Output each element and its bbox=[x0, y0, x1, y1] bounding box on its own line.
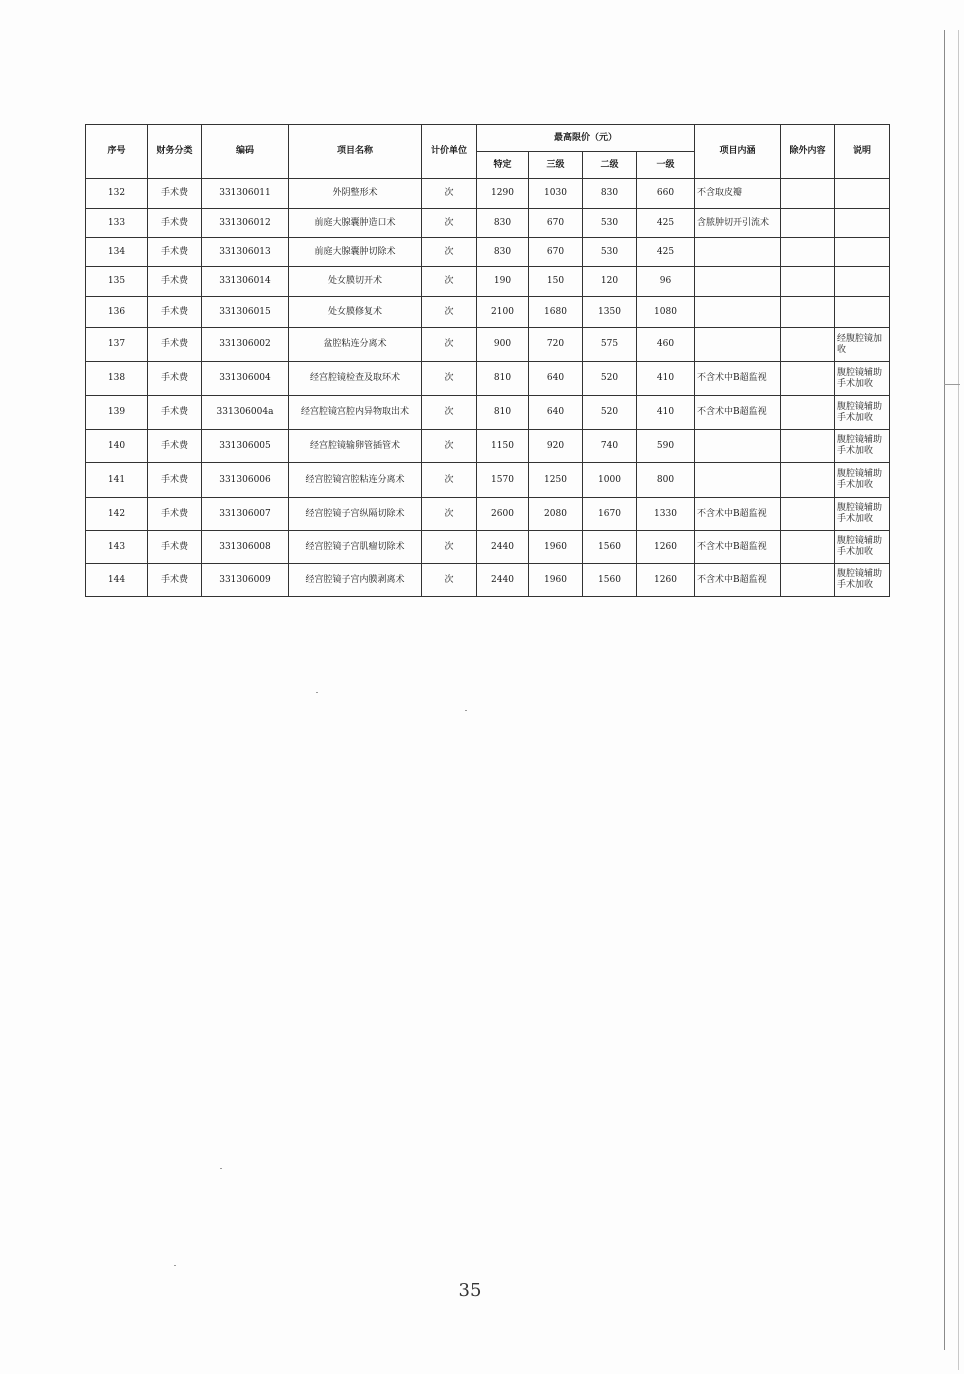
cell-category: 手术费 bbox=[148, 463, 202, 498]
cell-name: 经宫腔镜检查及取环术 bbox=[289, 362, 422, 396]
cell-name: 经宫腔镜宫腔粘连分离术 bbox=[289, 463, 422, 498]
table-row bbox=[86, 238, 890, 267]
cell-level2: 1670 bbox=[583, 498, 637, 531]
cell-level1: 1260 bbox=[637, 564, 695, 597]
cell-note bbox=[835, 267, 890, 297]
cell-level3: 720 bbox=[529, 328, 583, 362]
table-row bbox=[86, 328, 890, 362]
cell-name: 处女膜切开术 bbox=[289, 267, 422, 297]
cell-seq: 142 bbox=[86, 498, 148, 531]
cell-special: 2600 bbox=[477, 498, 529, 531]
cell-code: 331306013 bbox=[202, 238, 289, 267]
cell-level1: 410 bbox=[637, 396, 695, 430]
scan-speck bbox=[174, 1265, 176, 1266]
cell-name: 经宫腔镜宫腔内异物取出术 bbox=[289, 396, 422, 430]
cell-seq: 136 bbox=[86, 297, 148, 328]
cell-unit: 次 bbox=[422, 463, 477, 498]
cell-note: 腹腔镜辅助手术加收 bbox=[835, 362, 890, 396]
cell-level2: 120 bbox=[583, 267, 637, 297]
cell-exclusion bbox=[781, 209, 835, 238]
cell-exclusion bbox=[781, 297, 835, 328]
cell-category: 手术费 bbox=[148, 267, 202, 297]
cell-content bbox=[695, 430, 781, 463]
cell-seq: 144 bbox=[86, 564, 148, 597]
header-exclusion: 除外内容 bbox=[781, 125, 835, 179]
cell-level2: 1350 bbox=[583, 297, 637, 328]
cell-exclusion bbox=[781, 430, 835, 463]
header-max-price: 最高限价（元） bbox=[477, 125, 695, 152]
cell-content: 不含取皮瓣 bbox=[695, 179, 781, 209]
cell-level3: 1960 bbox=[529, 531, 583, 564]
cell-seq: 140 bbox=[86, 430, 148, 463]
table-row bbox=[86, 179, 890, 209]
cell-special: 900 bbox=[477, 328, 529, 362]
cell-level3: 1250 bbox=[529, 463, 583, 498]
header-name: 项目名称 bbox=[289, 125, 422, 179]
cell-level3: 920 bbox=[529, 430, 583, 463]
cell-note: 腹腔镜辅助手术加收 bbox=[835, 564, 890, 597]
header-note: 说明 bbox=[835, 125, 890, 179]
cell-exclusion bbox=[781, 564, 835, 597]
table-row bbox=[86, 396, 890, 430]
cell-content bbox=[695, 238, 781, 267]
cell-level1: 660 bbox=[637, 179, 695, 209]
cell-name: 前庭大腺囊肿造口术 bbox=[289, 209, 422, 238]
cell-content: 含脓肿切开引流术 bbox=[695, 209, 781, 238]
cell-content bbox=[695, 463, 781, 498]
table-body bbox=[86, 179, 890, 597]
cell-name: 处女膜修复术 bbox=[289, 297, 422, 328]
cell-unit: 次 bbox=[422, 238, 477, 267]
cell-category: 手术费 bbox=[148, 179, 202, 209]
cell-level1: 1330 bbox=[637, 498, 695, 531]
cell-special: 2100 bbox=[477, 297, 529, 328]
cell-special: 190 bbox=[477, 267, 529, 297]
cell-content bbox=[695, 297, 781, 328]
header-code: 编码 bbox=[202, 125, 289, 179]
cell-level3: 670 bbox=[529, 238, 583, 267]
cell-level2: 520 bbox=[583, 396, 637, 430]
cell-category: 手术费 bbox=[148, 531, 202, 564]
cell-name: 经宫腔镜子宫纵隔切除术 bbox=[289, 498, 422, 531]
cell-special: 1290 bbox=[477, 179, 529, 209]
page-number: 35 bbox=[458, 1280, 482, 1301]
scan-edge-mark bbox=[944, 384, 960, 385]
header-level1: 一级 bbox=[637, 152, 695, 179]
table-row bbox=[86, 531, 890, 564]
cell-seq: 133 bbox=[86, 209, 148, 238]
cell-content: 不含术中B超监视 bbox=[695, 362, 781, 396]
cell-seq: 138 bbox=[86, 362, 148, 396]
cell-code: 331306009 bbox=[202, 564, 289, 597]
cell-name: 经宫腔镜子宫肌瘤切除术 bbox=[289, 531, 422, 564]
cell-code: 331306011 bbox=[202, 179, 289, 209]
cell-exclusion bbox=[781, 238, 835, 267]
table-row bbox=[86, 267, 890, 297]
cell-seq: 139 bbox=[86, 396, 148, 430]
cell-special: 1570 bbox=[477, 463, 529, 498]
table-header-row bbox=[86, 125, 890, 152]
cell-note: 经腹腔镜加收 bbox=[835, 328, 890, 362]
cell-category: 手术费 bbox=[148, 498, 202, 531]
cell-code: 331306004a bbox=[202, 396, 289, 430]
scan-speck bbox=[316, 692, 318, 693]
cell-level1: 1260 bbox=[637, 531, 695, 564]
cell-level3: 670 bbox=[529, 209, 583, 238]
cell-level3: 640 bbox=[529, 362, 583, 396]
cell-content bbox=[695, 267, 781, 297]
cell-level3: 1680 bbox=[529, 297, 583, 328]
cell-exclusion bbox=[781, 267, 835, 297]
cell-note bbox=[835, 238, 890, 267]
cell-level2: 575 bbox=[583, 328, 637, 362]
table-row bbox=[86, 430, 890, 463]
cell-level1: 425 bbox=[637, 238, 695, 267]
table-row bbox=[86, 463, 890, 498]
cell-code: 331306006 bbox=[202, 463, 289, 498]
cell-special: 2440 bbox=[477, 564, 529, 597]
cell-code: 331306015 bbox=[202, 297, 289, 328]
cell-content: 不含术中B超监视 bbox=[695, 531, 781, 564]
cell-content bbox=[695, 328, 781, 362]
cell-level3: 1960 bbox=[529, 564, 583, 597]
cell-code: 331306012 bbox=[202, 209, 289, 238]
cell-special: 810 bbox=[477, 396, 529, 430]
cell-level1: 425 bbox=[637, 209, 695, 238]
cell-level2: 520 bbox=[583, 362, 637, 396]
header-content: 项目内涵 bbox=[695, 125, 781, 179]
cell-name: 外阴整形术 bbox=[289, 179, 422, 209]
cell-content: 不含术中B超监视 bbox=[695, 396, 781, 430]
cell-exclusion bbox=[781, 498, 835, 531]
cell-unit: 次 bbox=[422, 564, 477, 597]
cell-content: 不含术中B超监视 bbox=[695, 498, 781, 531]
cell-category: 手术费 bbox=[148, 362, 202, 396]
cell-unit: 次 bbox=[422, 267, 477, 297]
cell-content: 不含术中B超监视 bbox=[695, 564, 781, 597]
cell-note bbox=[835, 209, 890, 238]
cell-exclusion bbox=[781, 463, 835, 498]
cell-level1: 800 bbox=[637, 463, 695, 498]
cell-unit: 次 bbox=[422, 498, 477, 531]
cell-level2: 1560 bbox=[583, 564, 637, 597]
cell-category: 手术费 bbox=[148, 396, 202, 430]
scan-speck bbox=[220, 1168, 222, 1169]
cell-note: 腹腔镜辅助手术加收 bbox=[835, 430, 890, 463]
cell-unit: 次 bbox=[422, 297, 477, 328]
cell-unit: 次 bbox=[422, 362, 477, 396]
cell-seq: 135 bbox=[86, 267, 148, 297]
cell-exclusion bbox=[781, 179, 835, 209]
table-row bbox=[86, 564, 890, 597]
cell-note bbox=[835, 297, 890, 328]
cell-special: 1150 bbox=[477, 430, 529, 463]
header-level3: 三级 bbox=[529, 152, 583, 179]
cell-level2: 530 bbox=[583, 238, 637, 267]
cell-code: 331306014 bbox=[202, 267, 289, 297]
cell-level3: 640 bbox=[529, 396, 583, 430]
table-row bbox=[86, 209, 890, 238]
cell-code: 331306002 bbox=[202, 328, 289, 362]
cell-special: 810 bbox=[477, 362, 529, 396]
scan-edge-line bbox=[958, 30, 959, 1370]
cell-note: 腹腔镜辅助手术加收 bbox=[835, 498, 890, 531]
cell-category: 手术费 bbox=[148, 238, 202, 267]
cell-code: 331306004 bbox=[202, 362, 289, 396]
cell-unit: 次 bbox=[422, 430, 477, 463]
table-row bbox=[86, 297, 890, 328]
cell-special: 830 bbox=[477, 209, 529, 238]
cell-level2: 830 bbox=[583, 179, 637, 209]
cell-level3: 2080 bbox=[529, 498, 583, 531]
cell-exclusion bbox=[781, 328, 835, 362]
cell-category: 手术费 bbox=[148, 328, 202, 362]
cell-seq: 143 bbox=[86, 531, 148, 564]
header-category: 财务分类 bbox=[148, 125, 202, 179]
cell-category: 手术费 bbox=[148, 564, 202, 597]
cell-exclusion bbox=[781, 362, 835, 396]
header-special: 特定 bbox=[477, 152, 529, 179]
cell-level2: 740 bbox=[583, 430, 637, 463]
cell-unit: 次 bbox=[422, 209, 477, 238]
cell-unit: 次 bbox=[422, 328, 477, 362]
cell-special: 2440 bbox=[477, 531, 529, 564]
cell-seq: 132 bbox=[86, 179, 148, 209]
cell-unit: 次 bbox=[422, 531, 477, 564]
cell-unit: 次 bbox=[422, 179, 477, 209]
cell-exclusion bbox=[781, 396, 835, 430]
cell-note: 腹腔镜辅助手术加收 bbox=[835, 531, 890, 564]
table-row bbox=[86, 362, 890, 396]
cell-level1: 410 bbox=[637, 362, 695, 396]
header-level2: 二级 bbox=[583, 152, 637, 179]
header-seq: 序号 bbox=[86, 125, 148, 179]
cell-seq: 137 bbox=[86, 328, 148, 362]
cell-level3: 1030 bbox=[529, 179, 583, 209]
cell-name: 前庭大腺囊肿切除术 bbox=[289, 238, 422, 267]
cell-level2: 530 bbox=[583, 209, 637, 238]
cell-code: 331306007 bbox=[202, 498, 289, 531]
cell-special: 830 bbox=[477, 238, 529, 267]
cell-code: 331306005 bbox=[202, 430, 289, 463]
cell-seq: 141 bbox=[86, 463, 148, 498]
cell-name: 经宫腔镜输卵管插管术 bbox=[289, 430, 422, 463]
cell-level1: 1080 bbox=[637, 297, 695, 328]
cell-category: 手术费 bbox=[148, 297, 202, 328]
scan-speck bbox=[465, 710, 467, 711]
cell-exclusion bbox=[781, 531, 835, 564]
cell-level1: 96 bbox=[637, 267, 695, 297]
cell-level2: 1560 bbox=[583, 531, 637, 564]
cell-name: 经宫腔镜子宫内膜剥离术 bbox=[289, 564, 422, 597]
cell-category: 手术费 bbox=[148, 430, 202, 463]
cell-level1: 460 bbox=[637, 328, 695, 362]
cell-level2: 1000 bbox=[583, 463, 637, 498]
header-unit: 计价单位 bbox=[422, 125, 477, 179]
table-row bbox=[86, 498, 890, 531]
cell-note: 腹腔镜辅助手术加收 bbox=[835, 463, 890, 498]
cell-level3: 150 bbox=[529, 267, 583, 297]
cell-note bbox=[835, 179, 890, 209]
cell-seq: 134 bbox=[86, 238, 148, 267]
scan-edge-line bbox=[944, 30, 945, 1350]
cell-category: 手术费 bbox=[148, 209, 202, 238]
cell-code: 331306008 bbox=[202, 531, 289, 564]
fee-schedule-table bbox=[85, 124, 890, 597]
cell-level1: 590 bbox=[637, 430, 695, 463]
cell-unit: 次 bbox=[422, 396, 477, 430]
cell-note: 腹腔镜辅助手术加收 bbox=[835, 396, 890, 430]
cell-name: 盆腔粘连分离术 bbox=[289, 328, 422, 362]
